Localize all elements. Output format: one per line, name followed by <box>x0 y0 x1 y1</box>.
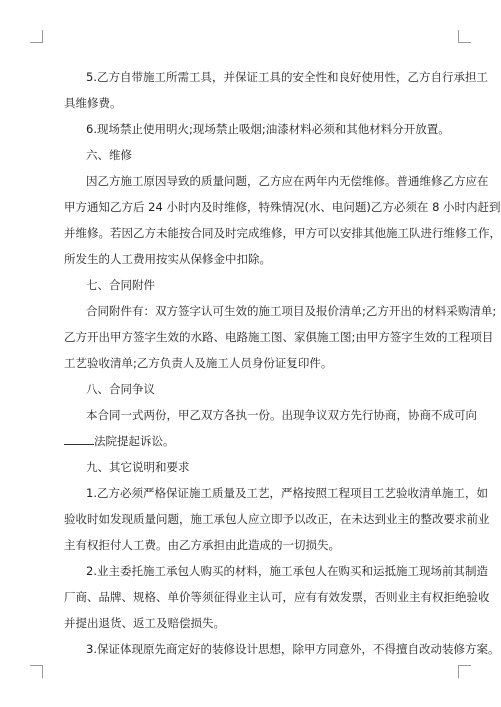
section-heading: 九、其它说明和要求 <box>86 460 190 474</box>
paragraph-line: 乙方开出甲方签字生效的水路、电路施工图、家俱施工图;由甲方签字生效的工程项目 <box>64 330 494 344</box>
section-heading: 八、合同争议 <box>86 382 155 396</box>
paragraph-line <box>64 428 440 454</box>
paragraph-line: 6.现场禁止使用明火;现场禁止吸烟;油漆材料必须和其他材料分开放置。 <box>86 122 450 136</box>
paragraph-line: 1.乙方必须严格保证施工质量及工艺，严格按照工程项目工艺验收清单施工，如 <box>86 486 488 500</box>
crop-mark-bottom-right <box>458 665 471 678</box>
paragraph-line: 2.业主委托施工承包人购买的材料，施工承包人在购买和运抵施工现场前其制造 <box>86 564 488 578</box>
crop-mark-top-right <box>458 30 471 43</box>
paragraph-line: 5.乙方自带施工所需工具，并保证工具的安全性和良好使用性，乙方自行承担工 <box>86 70 488 84</box>
paragraph-text: 法院提起诉讼。 <box>94 434 175 448</box>
paragraph-text: 本合同一式两份，甲乙双方各执一份。出现争议双方先行协商，协商不成可向 <box>86 408 477 422</box>
paragraph-line: 合同附件有：双方签字认可生效的施工项目及报价清单;乙方开出的材料采购清单; <box>86 304 497 318</box>
paragraph-line: 因乙方施工原因导致的质量问题，乙方应在两年内无偿维修。普通维修乙方应在 <box>86 174 489 188</box>
document-page <box>64 64 501 662</box>
fill-in-blank <box>64 430 94 445</box>
paragraph-line: 3.保证体现原先商定好的装修设计思想，除甲方同意外，不得擅自改动装修方案。 <box>86 642 500 656</box>
paragraph-line: 验收时如发现质量问题，施工承包人应立即予以改正，在未达到业主的整改要求前业 <box>64 512 490 526</box>
paragraph-line <box>64 402 477 428</box>
paragraph-line: 具维修费。 <box>64 96 122 110</box>
paragraph-line: 并维修。若因乙方未能按合同及时完成维修，甲方可以安排其他施工队进行维修工作， <box>64 226 501 240</box>
section-heading: 七、合同附件 <box>86 278 155 292</box>
paragraph-line: 工艺验收清单;乙方负责人及施工人员身份证复印件。 <box>64 356 333 370</box>
crop-mark-top-left <box>30 30 43 43</box>
section-heading: 六、维修 <box>86 148 132 162</box>
paragraph-line: 并提出退货、返工及赔偿损失。 <box>64 616 225 630</box>
paragraph-line: 厂商、品牌、规格、单价等须征得业主认可，应有有效发票，否则业主有权拒绝验收 <box>64 590 490 604</box>
paragraph-line: 所发生的人工费用按实从保修金中扣除。 <box>64 252 271 266</box>
paragraph-line: 甲方通知乙方后 24 小时内及时维修，特殊情况(水、电问题)乙方必须在 8 小时内赶到 <box>64 200 501 214</box>
paragraph-line: 主有权拒付人工费。由乙方承担由此造成的一切损失。 <box>64 538 340 552</box>
crop-mark-bottom-left <box>30 665 43 678</box>
